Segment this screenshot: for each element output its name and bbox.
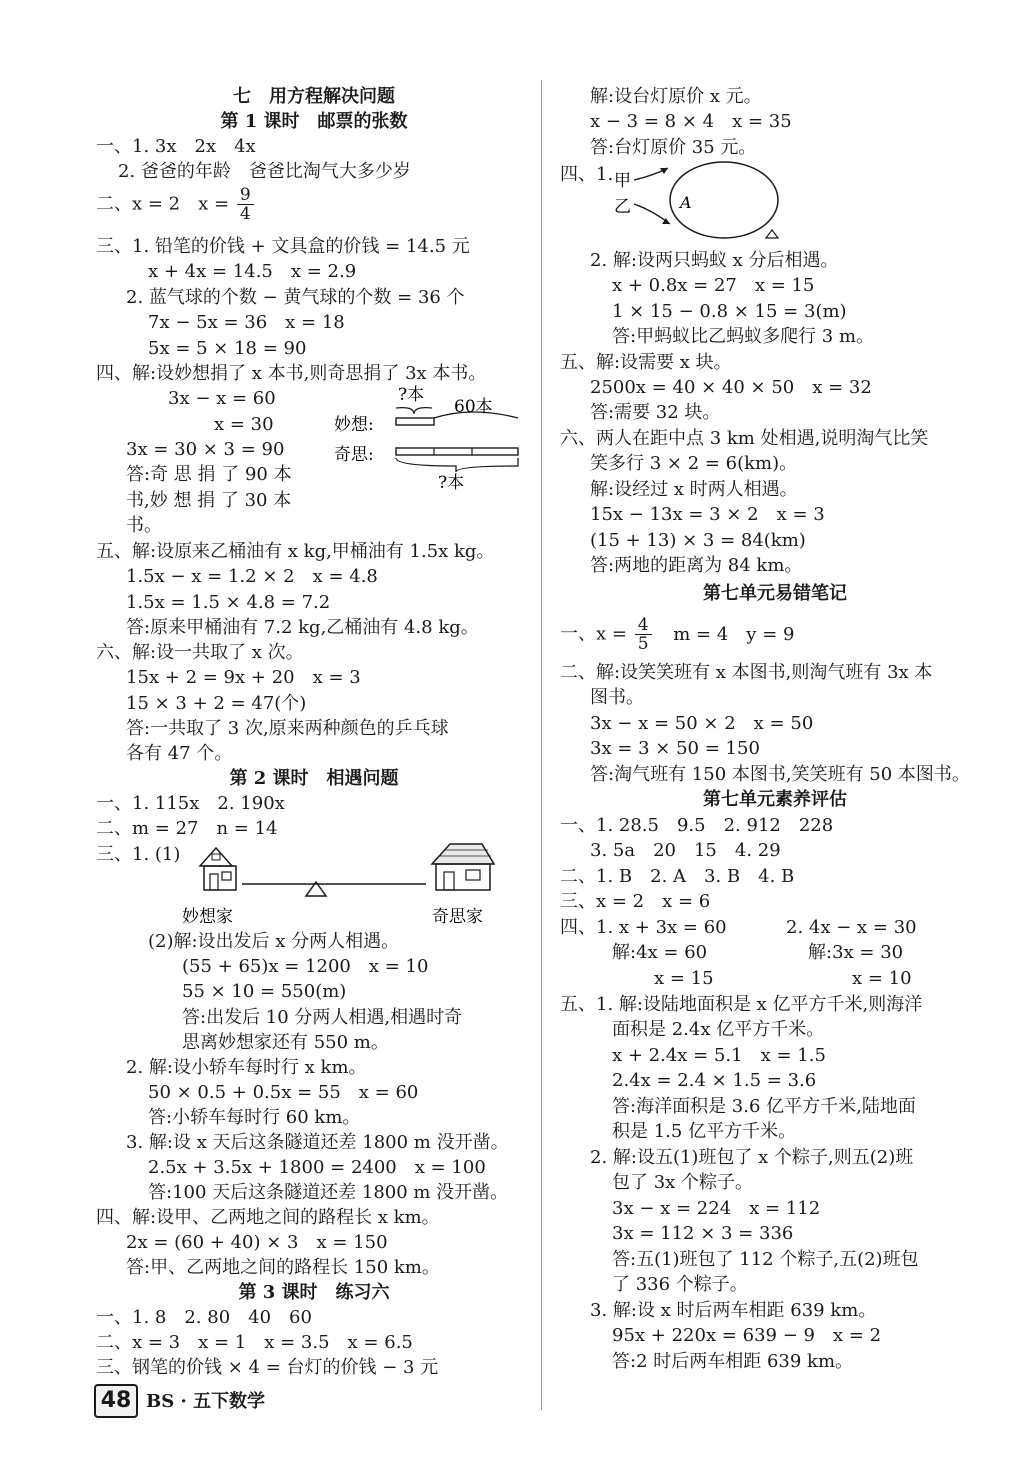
answer-line: 55 × 10 = 550(m) xyxy=(182,981,347,1002)
diagram-label-bottom: ?本 xyxy=(438,473,465,493)
answer-line: 答:五(1)班包了 112 个粽子,五(2)班包 xyxy=(612,1249,919,1270)
answer-line: 解:3x = 30 xyxy=(808,942,904,963)
answer-line: 解:设台灯原价 x 元。 xyxy=(590,86,762,107)
house-right-label: 奇思家 xyxy=(432,907,483,926)
numerator: 9 xyxy=(237,186,254,205)
answer-line: 答:海洋面积是 3.6 亿平方千米,陆地面 xyxy=(612,1096,916,1117)
answer-line: 三、x = 2 x = 6 xyxy=(560,891,711,912)
answer-line: x = 15 xyxy=(654,968,714,989)
answer-line: (55 + 65)x = 1200 x = 10 xyxy=(182,956,429,977)
answer-line: 3x − x = 50 × 2 x = 50 xyxy=(590,713,814,734)
answer-line: 三、1. 铅笔的价钱 + 文具盒的价钱 = 14.5 元 xyxy=(96,236,470,257)
answer-line: 答:台灯原价 35 元。 xyxy=(590,137,757,158)
answer-line: 答:一共取了 3 次,原来两种颜色的乒乓球 xyxy=(126,718,449,739)
answer-line: 2. 蓝气球的个数 − 黄气球的个数 = 36 个 xyxy=(126,287,465,308)
answer-line: 图书。 xyxy=(590,687,644,708)
answer-line: 五、1. 解:设陆地面积是 x 亿平方千米,则海洋 xyxy=(560,994,923,1015)
answer-line: (2)解:设出发后 x 分两人相遇。 xyxy=(148,931,400,952)
answer-text: m = 4 y = 9 xyxy=(673,623,795,645)
answer-line: 六、两人在距中点 3 km 处相遇,说明淘气比笑 xyxy=(560,428,929,449)
answer-line: 2. 解:设两只蚂蚁 x 分后相遇。 xyxy=(590,250,839,271)
diagram-label-top: ?本 xyxy=(398,385,425,405)
answer-line: 1.5x = 1.5 × 4.8 = 7.2 xyxy=(126,592,331,613)
answer-line: 3. 解:设 x 时后两车相距 639 km。 xyxy=(590,1300,877,1321)
answer-line xyxy=(560,616,794,653)
answer-line: 2.5x + 3.5x + 1800 = 2400 x = 100 xyxy=(148,1157,486,1178)
answer-line: 二、1. B 2. A 3. B 4. B xyxy=(560,866,795,887)
answer-line: 答:原来甲桶油有 7.2 kg,乙桶油有 4.8 kg。 xyxy=(126,617,479,638)
answer-line: x + 0.8x = 27 x = 15 xyxy=(612,275,815,296)
answer-line: x + 4x = 14.5 x = 2.9 xyxy=(148,261,357,282)
answer-line: 2x = (60 + 40) × 3 x = 150 xyxy=(126,1232,388,1253)
answer-line: 二、解:设笑笑班有 x 本图书,则淘气班有 3x 本 xyxy=(560,662,933,683)
qisi-bar xyxy=(396,448,518,455)
answer-line: 各有 47 个。 xyxy=(126,743,233,764)
unit-title: 七 用方程解决问题 xyxy=(233,86,395,107)
answer-line: 3x − x = 224 x = 112 xyxy=(612,1198,821,1219)
answer-text: 二、x = 2 x = xyxy=(96,193,230,215)
answer-line: 二、m = 27 n = 14 xyxy=(96,818,278,839)
numerator: 4 xyxy=(635,616,652,635)
answer-line: 面积是 2.4x 亿平方千米。 xyxy=(612,1019,825,1040)
lesson-1-title: 第 1 课时 邮票的张数 xyxy=(220,111,408,132)
section-errors-title: 第七单元易错笔记 xyxy=(703,583,847,604)
answer-line: 2. 爸爸的年龄 爸爸比淘气大多少岁 xyxy=(118,161,411,182)
answer-line: 五、解:设需要 x 块。 xyxy=(560,352,732,373)
answer-line: 7x − 5x = 36 x = 18 xyxy=(148,312,345,333)
top-brace xyxy=(396,408,432,414)
answer-line: 五、解:设原来乙桶油有 x kg,甲桶油有 1.5x kg。 xyxy=(96,541,495,562)
answer-line: 2. 4x − x = 30 xyxy=(786,917,917,938)
answer-line: 答:淘气班有 150 本图书,笑笑班有 50 本图书。 xyxy=(590,764,970,785)
house-left-label: 妙想家 xyxy=(182,907,233,926)
circle-diagram xyxy=(612,160,792,242)
house-left-icon xyxy=(200,848,236,890)
answer-line: 答:奇 思 捐 了 90 本 xyxy=(126,464,292,485)
answer-line: 四、1. xyxy=(560,164,614,185)
answer-line: 解:4x = 60 xyxy=(612,942,708,963)
answer-line: 3x = 30 × 3 = 90 xyxy=(126,439,285,460)
answer-line: 三、1. (1) xyxy=(96,844,181,865)
answer-line: (15 + 13) × 3 = 84(km) xyxy=(590,530,806,551)
answer-line: 5x = 5 × 18 = 90 xyxy=(148,338,307,359)
answer-line: 一、1. 3x 2x 4x xyxy=(96,136,256,157)
answer-line: 3. 5a 20 15 4. 29 xyxy=(590,840,781,861)
lesson-2-title: 第 2 课时 相遇问题 xyxy=(229,768,399,789)
answer-line: 答:出发后 10 分两人相遇,相遇时奇 xyxy=(182,1007,463,1028)
fraction xyxy=(635,616,652,653)
denominator: 4 xyxy=(239,204,251,224)
diagram-label-qisi: 奇思: xyxy=(334,445,374,465)
answer-line: 一、1. 8 2. 80 40 60 xyxy=(96,1307,312,1328)
answer-line: 笑多行 3 × 2 = 6(km)。 xyxy=(590,453,798,474)
ant-yi-label: 乙 xyxy=(614,197,631,217)
answer-line: 思离妙想家还有 550 m。 xyxy=(182,1032,389,1053)
page-number: 48 xyxy=(94,1384,138,1418)
answer-line: 一、1. 115x 2. 190x xyxy=(96,793,285,814)
diagram-label-60: 60本 xyxy=(454,397,493,417)
segment-diagram xyxy=(332,382,532,494)
bottom-brace xyxy=(396,458,518,472)
answer-line: 四、解:设甲、乙两地之间的路程长 x km。 xyxy=(96,1207,440,1228)
answer-line: 95x + 220x = 639 − 9 x = 2 xyxy=(612,1325,882,1346)
meeting-triangle-icon xyxy=(766,230,778,238)
answer-line: 答:两地的距离为 84 km。 xyxy=(590,555,803,576)
answer-line: 四、解:设妙想捐了 x 本书,则奇思捐了 3x 本书。 xyxy=(96,363,487,384)
answer-line: 50 × 0.5 + 0.5x = 55 x = 60 xyxy=(148,1082,419,1103)
answer-line: 3x = 112 × 3 = 336 xyxy=(612,1223,794,1244)
answer-line: 了 336 个粽子。 xyxy=(612,1274,748,1295)
fraction xyxy=(237,186,254,223)
answer-line: 解:设经过 x 时两人相遇。 xyxy=(590,479,798,500)
answer-line: 书。 xyxy=(126,515,162,536)
answer-line: x + 2.4x = 5.1 x = 1.5 xyxy=(612,1045,826,1066)
answer-line: 15x + 2 = 9x + 20 x = 3 xyxy=(126,667,361,688)
answer-line: 2. 解:设小轿车每时行 x km。 xyxy=(126,1057,367,1078)
answer-line: 包了 3x 个粽子。 xyxy=(612,1172,754,1193)
section-eval-title: 第七单元素养评估 xyxy=(703,789,847,810)
answer-line: 2. 解:设五(1)班包了 x 个粽子,则五(2)班 xyxy=(590,1147,914,1168)
answer-line: 15x − 13x = 3 × 2 x = 3 xyxy=(590,504,825,525)
answer-line: x = 10 xyxy=(852,968,912,989)
answer-line: x = 30 xyxy=(214,414,274,435)
answer-text: 一、x = xyxy=(560,623,627,645)
answer-line: 1.5x − x = 1.2 × 2 x = 4.8 xyxy=(126,566,378,587)
house-right-icon xyxy=(432,844,494,890)
answer-line: 一、1. 28.5 9.5 2. 912 228 xyxy=(560,815,834,836)
answer-line: 1 × 15 − 0.8 × 15 = 3(m) xyxy=(612,301,847,322)
ant-jia-label: 甲 xyxy=(614,171,631,191)
answer-line: 2500x = 40 × 40 × 50 x = 32 xyxy=(590,377,872,398)
answer-line: x − 3 = 8 × 4 x = 35 xyxy=(590,111,792,132)
answer-line xyxy=(96,186,256,223)
point-a-label: A xyxy=(680,193,692,212)
answer-line: 答:小轿车每时行 60 km。 xyxy=(148,1107,361,1128)
lesson-3-title: 第 3 课时 练习六 xyxy=(238,1282,390,1303)
diagram-label-miaoxiang: 妙想: xyxy=(334,415,374,435)
answer-line: 2.4x = 2.4 × 1.5 = 3.6 xyxy=(612,1070,817,1091)
answer-line: 三、钢笔的价钱 × 4 = 台灯的价钱 − 3 元 xyxy=(96,1357,439,1378)
answer-line: 3x = 3 × 50 = 150 xyxy=(590,738,760,759)
column-divider xyxy=(541,80,542,1410)
answer-line: 答:甲、乙两地之间的路程长 150 km。 xyxy=(126,1257,440,1278)
answer-line: 书,妙 想 捐 了 30 本 xyxy=(126,490,292,511)
answer-line: 答:需要 32 块。 xyxy=(590,402,721,423)
answer-line: 3. 解:设 x 天后这条隧道还差 1800 m 没开凿。 xyxy=(126,1132,509,1153)
miaoxiang-bar xyxy=(396,418,434,425)
subject-label: BS · 五下数学 xyxy=(146,1391,266,1412)
answer-line: 四、1. x + 3x = 60 xyxy=(560,917,727,938)
answer-line: 积是 1.5 亿平方千米。 xyxy=(612,1121,797,1142)
answer-line: 答:2 时后两车相距 639 km。 xyxy=(612,1351,854,1372)
answer-line: 3x − x = 60 xyxy=(168,388,276,409)
answer-line: 15 × 3 + 2 = 47(个) xyxy=(126,693,307,714)
houses-diagram xyxy=(182,840,512,926)
denominator: 5 xyxy=(637,634,649,654)
answer-line: 答:甲蚂蚁比乙蚂蚁多爬行 3 m。 xyxy=(612,326,875,347)
answer-line: 二、x = 3 x = 1 x = 3.5 x = 6.5 xyxy=(96,1332,413,1353)
answer-line: 六、解:设一共取了 x 次。 xyxy=(96,642,304,663)
answer-line: 答:100 天后这条隧道还差 1800 m 没开凿。 xyxy=(148,1182,509,1203)
